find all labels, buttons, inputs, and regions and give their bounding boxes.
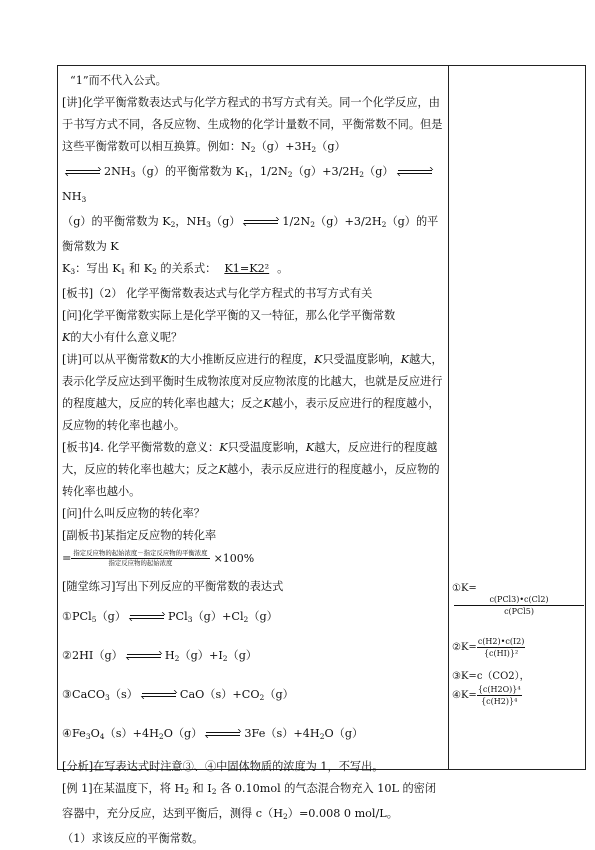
text: NH (62, 190, 82, 203)
text: H (164, 649, 175, 662)
text: O（g） (163, 727, 203, 740)
answer-label: ②K= (452, 642, 477, 653)
text: 只受温度影响， (322, 353, 401, 366)
fraction-denominator: 指定反应物的起始浓度 (108, 559, 173, 567)
example-paragraph (62, 778, 446, 828)
text: ，NH (175, 215, 207, 228)
text: （g）的平衡常数为 K (62, 215, 439, 253)
text: PCl (168, 610, 188, 623)
symbol-k: K (218, 463, 227, 476)
subscript: 2 (222, 654, 228, 663)
text: O (90, 727, 100, 740)
text: 1/2N (282, 215, 311, 228)
question-paragraph (62, 305, 446, 349)
subscript: 2 (319, 732, 325, 741)
analysis-line: [分析]在写表达式时注意③、④中固体物质的浓度为 1，不写出。 (62, 760, 384, 773)
text: ，1/2N (248, 165, 288, 178)
text: 和 K (125, 262, 153, 275)
equilibrium-arrow-icon (206, 730, 240, 738)
lecture-paragraph (62, 349, 446, 437)
answer-2 (452, 636, 525, 659)
fraction-numerator: 指定反应物的起始浓度－指定反应物的平衡浓度 (73, 549, 208, 557)
text: ②2HI（g） (62, 649, 123, 662)
subscript: 5 (91, 615, 97, 624)
fraction-denominator: {c(H2)}⁴ (481, 697, 518, 706)
text: O（g） (324, 727, 364, 740)
text: （g） (96, 610, 127, 623)
text: （g） (227, 649, 258, 662)
text: 越大，表示化学反应达到平衡时生成物浓度对反应物浓度的比越大，也就是反应进行的程度越大，反应的转化率也越大；反之 (62, 353, 443, 410)
reaction-3 (62, 684, 446, 709)
text: 越小，表示反应进行的程度越小，反应物的转化率也越小。 (62, 397, 440, 432)
subscript: 4 (99, 732, 105, 741)
subscript: 3 (130, 170, 136, 179)
relation-answer: K1=K2² (224, 262, 270, 275)
equilibrium-arrow-icon (127, 652, 161, 660)
symbol-k: K (305, 441, 315, 454)
reaction-1 (62, 606, 446, 631)
subscript: 3 (70, 267, 76, 276)
text: 2NH (104, 165, 131, 178)
exercise-heading: [随堂练习]写出下列反应的平衡常数的表达式 (62, 580, 284, 593)
fraction-numerator: c(PCl3)•c(Cl2) (454, 594, 584, 606)
text-line: “1”而不代入公式。 (70, 74, 167, 87)
text: ：写出 K (75, 262, 121, 275)
equilibrium-arrow-icon (398, 168, 432, 176)
text: （s）+4H (104, 727, 159, 740)
subscript: 2 (310, 220, 315, 229)
answer-3: ③K=c（CO2）， (452, 671, 530, 682)
fraction-denominator: {c(HI)}² (483, 649, 519, 658)
symbol-k: K (219, 441, 228, 454)
subscript: 2 (259, 693, 265, 702)
text: ④Fe (62, 727, 86, 740)
board-note (62, 437, 446, 503)
subscript: 3 (187, 615, 193, 624)
text: [问]化学平衡常数实际上是化学平衡的又一特征，那么化学平衡常数 (62, 309, 396, 322)
subscript: 2 (170, 220, 176, 229)
text: 越大，反应进行的程度越大，反应的转化率也越大；反之 (62, 441, 438, 476)
text: （g）+3/2H (292, 165, 360, 178)
answer-1 (452, 583, 584, 617)
subscript: 2 (152, 267, 157, 276)
symbol-k: K (62, 331, 71, 344)
subscript: 1 (244, 170, 249, 179)
reaction-2 (62, 645, 446, 670)
symbol-k: K (314, 353, 323, 366)
lesson-content (62, 70, 446, 850)
fraction-numerator: c(H2)•c(I2) (477, 637, 525, 646)
text: （g） (248, 610, 278, 623)
subscript: 3 (206, 220, 211, 229)
text: 只受温度影响， (227, 441, 306, 454)
text: （g）的平衡常数为 K (62, 215, 171, 228)
subscript: 2 (311, 145, 317, 154)
text: 的大小推断反应进行的程度， (168, 353, 315, 366)
text: 的关系式： (156, 262, 217, 275)
subscript: 2 (184, 787, 189, 796)
conversion-formula: = $\frac{\text{指定反应物的起始浓度－指定反应物的平衡浓度}}{\text{指定反应物的起始浓度}}$ ×100% (62, 549, 255, 567)
fraction (454, 594, 584, 617)
text: （g）+I (179, 649, 223, 662)
subscript: 2 (243, 615, 249, 624)
column-divider (448, 65, 449, 770)
text: ①PCl (62, 610, 92, 623)
answer-label: ④K= (452, 690, 477, 701)
text: 和 I (189, 782, 212, 795)
answer-4 (452, 684, 522, 707)
text: （g） (210, 215, 241, 228)
text: （g）+Cl (192, 610, 244, 623)
board-note: [板书]（2） 化学平衡常数表达式与化学方程式的书写方式有关 (62, 287, 373, 300)
text: [例 1]在某温度下，将 H (62, 782, 185, 795)
reaction-4 (62, 723, 446, 748)
text: （g）的平衡常数为 K (135, 165, 245, 178)
text: [讲]可以从平衡常数 (62, 353, 161, 366)
text: CaO（s）+CO (179, 688, 260, 701)
subscript: 2 (381, 220, 387, 229)
equilibrium-arrow-icon (66, 168, 100, 176)
subscript: 2 (250, 145, 256, 154)
equilibrium-arrow-icon (244, 218, 278, 226)
subscript: 2 (158, 732, 164, 741)
text: （g） (316, 140, 346, 153)
fraction (477, 636, 525, 659)
lecture-paragraph: [讲]化学平衡常数表达式与化学方程式的书写方式有关。同一个化学反应，由于书写方式不同，各反应物、生成物的化学计量数不同，平衡常数不同。但是这些平衡常数可以相互换算。例如：$N_2(g)+3H_2(g)$ $2NH_3(g)$的平衡常数为 $K_1$，$1/2N_2(g)+3/2H_2(g)$ $NH_3$ （g）的平衡常数为 $K_2$，$NH_3(g)$ $1/2N_2(g)+3/2H_2(g)$的平衡常数为 K $K_3$：写出 $K_1$ 和 $K_2$ 的关系式： K1=K2² 。 (62, 96, 443, 276)
text: （g） (364, 165, 394, 178)
text: （g） (264, 688, 294, 701)
fraction-denominator: c(PCl5) (504, 607, 534, 616)
symbol-k: K (263, 397, 272, 410)
text: （g）+3H (255, 140, 312, 153)
subscript: 2 (211, 787, 217, 796)
text: 越小，表示反应进行的程度越小，反应物的转化率也越小。 (62, 463, 440, 498)
fraction (477, 684, 522, 707)
equilibrium-arrow-icon (142, 691, 176, 699)
subscript: 3 (81, 195, 87, 204)
question-line: [问]什么叫反应物的转化率？ (62, 507, 205, 520)
symbol-k: K (160, 353, 169, 366)
text: （s） (109, 688, 138, 701)
equilibrium-arrow-icon (130, 613, 164, 621)
fraction-numerator: {c(H2O)}⁴ (477, 685, 521, 694)
text: 的大小有什么意义呢？ (70, 331, 183, 344)
percent-factor: ×100% (213, 551, 255, 565)
subscript: 2 (359, 170, 365, 179)
text: [板书]4. 化学平衡常数的意义： (62, 441, 220, 454)
subscript: 3 (105, 693, 110, 702)
text: 各 0.10mol 的气态混合物充入 10L 的密闭容器中，充分反应，达到平衡后，测得 c（H (62, 782, 437, 820)
subscript: 1 (120, 267, 126, 276)
sub-board-note: [副板书]某指定反应物的转化率 (62, 529, 217, 542)
fraction (71, 549, 209, 568)
subscript: 3 (85, 732, 91, 741)
example-question: （1）求该反应的平衡常数。 (62, 832, 204, 845)
subscript: 2 (282, 812, 288, 821)
text: 3Fe（s）+4H (244, 727, 320, 740)
symbol-k: K (400, 353, 410, 366)
subscript: 2 (174, 654, 180, 663)
subscript: 2 (287, 170, 293, 179)
text: （g）+3/2H (315, 215, 382, 228)
answer-label: ①K= (452, 583, 477, 594)
text: 。 (277, 262, 289, 275)
text: [讲]化学平衡常数表达式与化学方程式的书写方式有关。同一个化学反应，由于书写方式不同，各反应物、生成物的化学计量数不同，平衡常数不同。但是这些平衡常数可以相互换算。例如：N (62, 96, 443, 153)
text: ③CaCO (62, 688, 105, 701)
text: ）=0.008 0 mol/L。 (287, 807, 398, 820)
